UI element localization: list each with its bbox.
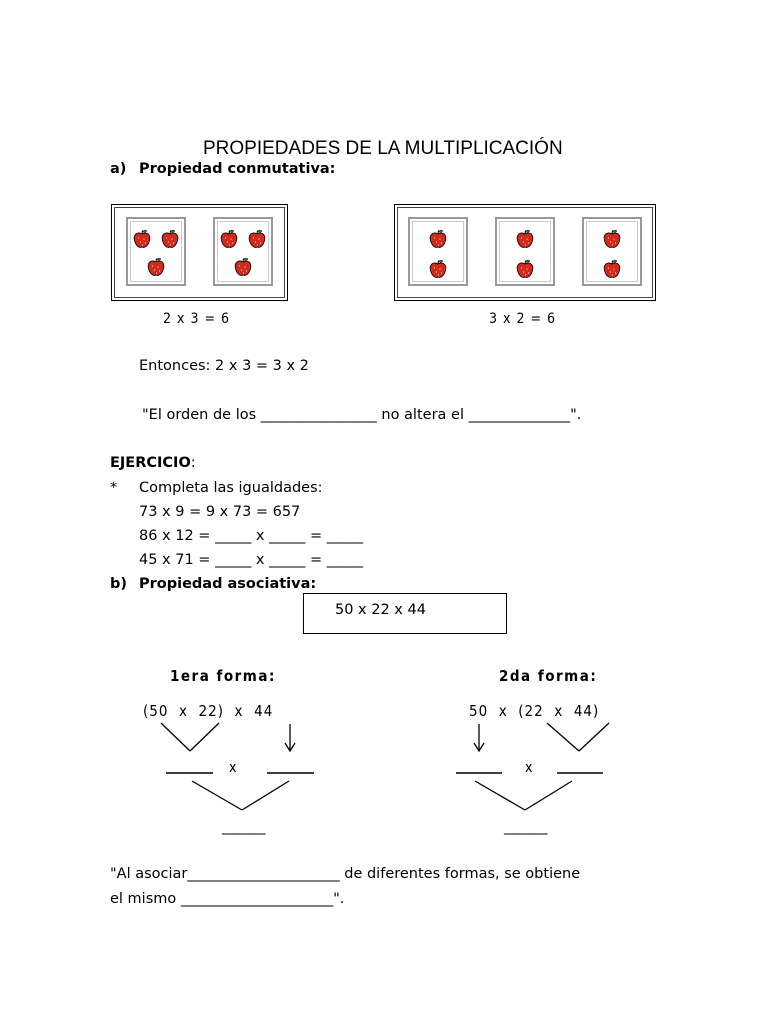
then-line: Entonces: 2 x 3 = 3 x 2: [139, 358, 309, 374]
apple-icon: [248, 229, 266, 249]
apple-icon: [603, 229, 621, 249]
section-a-heading: Propiedad conmutativa:: [139, 161, 336, 177]
commutative-right-picture: [394, 204, 656, 301]
apple-icon: [234, 257, 252, 277]
apple-icon: [603, 259, 621, 279]
apple-icon: [429, 259, 447, 279]
apple-group-box: [495, 217, 555, 286]
apple-icon: [133, 229, 151, 249]
commutative-rule: "El orden de los ________________ no altera el ______________".: [142, 407, 582, 423]
form2-result: ______: [504, 819, 548, 835]
expression-box: [303, 593, 507, 634]
apple-group-box: [126, 217, 186, 286]
exercise-heading: EJERCICIO: [110, 455, 191, 471]
apple-group-box: [408, 217, 468, 286]
form1-label: 1era forma:: [170, 667, 276, 685]
page-title: PROPIEDADES DE LA MULTIPLICACIÓN: [203, 138, 563, 159]
form1-expression: (50 x 22) x 44: [143, 702, 274, 720]
exercise-bullet: *: [110, 480, 118, 496]
apple-group-box: [582, 217, 642, 286]
associative-rule-line1: "Al asociar_____________________ de diferentes formas, se obtiene: [110, 866, 581, 882]
section-b-heading: Propiedad asociativa:: [139, 576, 317, 592]
section-a-marker: a): [110, 161, 127, 177]
associative-rule-line2: el mismo _____________________".: [110, 891, 345, 907]
apple-icon: [147, 257, 165, 277]
apple-icon: [220, 229, 238, 249]
apple-icon: [161, 229, 179, 249]
apple-icon: [516, 259, 534, 279]
right-caption: 3 x 2 = 6: [489, 311, 557, 327]
commutative-left-picture: [111, 204, 288, 301]
exercise-heading-wrap: [110, 455, 196, 471]
form1-result: ______: [222, 819, 266, 835]
apple-icon: [516, 229, 534, 249]
left-caption: 2 x 3 = 6: [163, 311, 231, 327]
exercise-line: 45 x 71 = _____ x _____ = _____: [139, 552, 363, 568]
exercise-line: 86 x 12 = _____ x _____ = _____: [139, 528, 363, 544]
apple-group-box: [213, 217, 273, 286]
expression-box-text: 50 x 22 x 44: [335, 602, 426, 618]
apple-icon: [429, 229, 447, 249]
form2-diagram: [450, 720, 620, 815]
form2-expression: 50 x (22 x 44): [469, 702, 600, 720]
exercise-colon: :: [190, 455, 196, 471]
form2-middle-x: x: [525, 760, 534, 776]
form2-label: 2da forma:: [499, 667, 598, 685]
form1-middle-x: x: [229, 760, 238, 776]
section-b-marker: b): [110, 576, 128, 592]
exercise-line: 73 x 9 = 9 x 73 = 657: [139, 504, 301, 520]
exercise-instruction: Completa las igualdades:: [139, 480, 323, 496]
